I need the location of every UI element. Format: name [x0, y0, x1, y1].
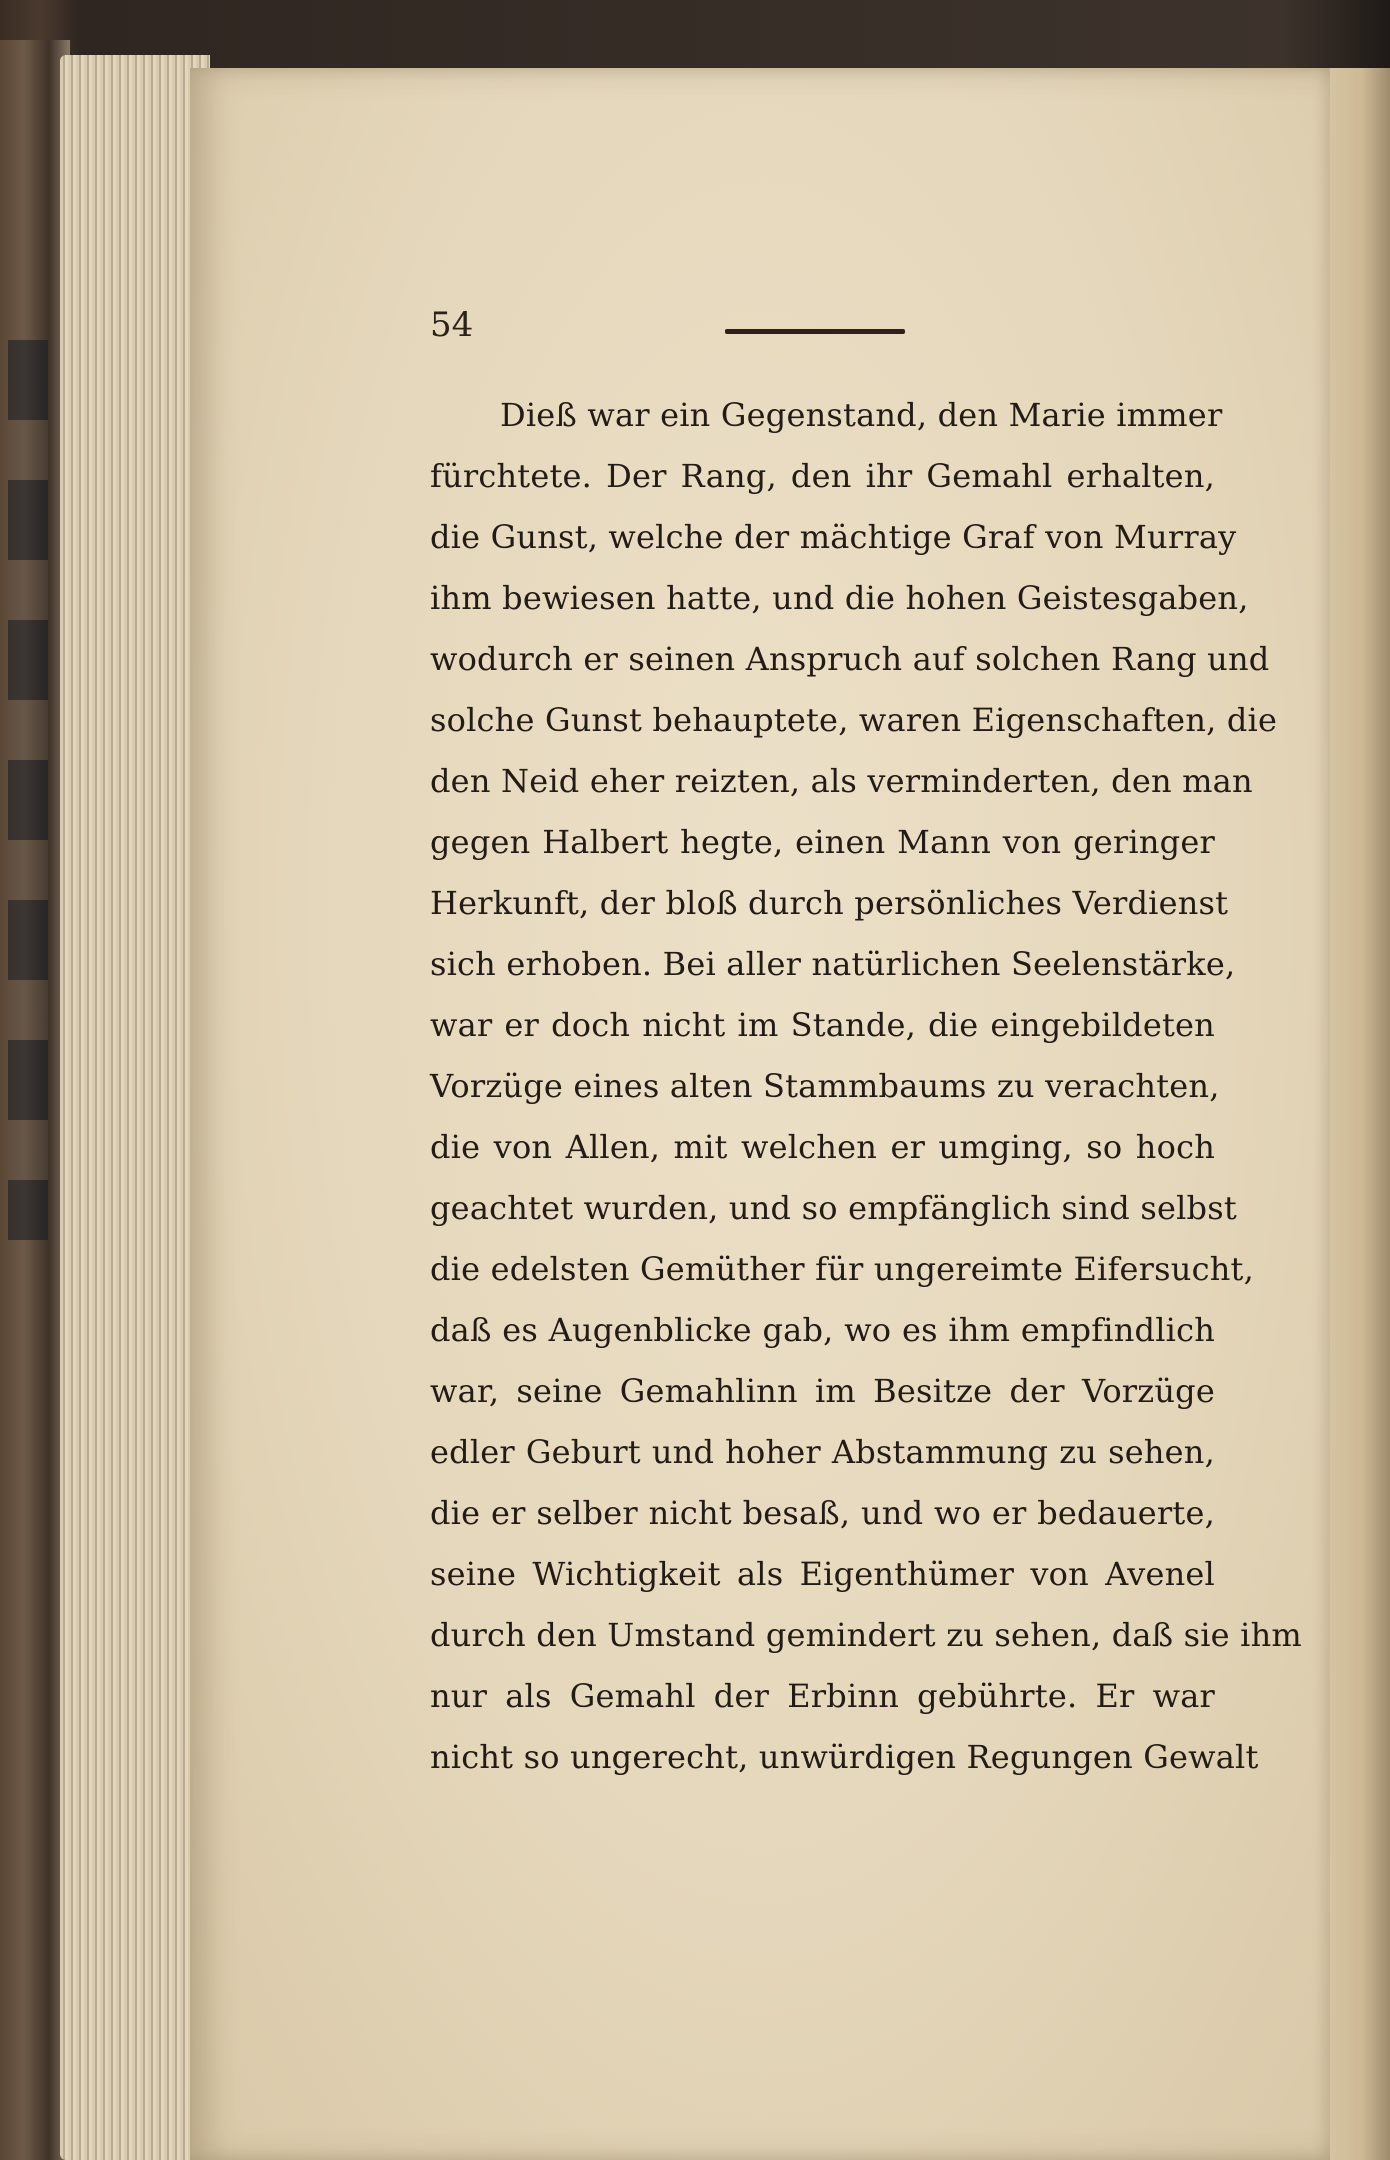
text-line: den Neid eher reizten, als verminderten, den man [430, 762, 1253, 800]
text-line: sich erhoben. Bei aller natürlichen Seelenstärke, [430, 945, 1236, 983]
text-line: durch den Umstand gemindert zu sehen, daß sie ihm [430, 1616, 1302, 1654]
text-line: Herkunft, der bloß durch persönliches Verdienst [430, 884, 1229, 922]
page-number: 54 [430, 305, 474, 345]
header-rule [725, 329, 905, 334]
text-line: daß es Augenblicke gab, wo es ihm empfindlich [430, 1311, 1215, 1349]
text-line: war er doch nicht im Stande, die eingebildeten [430, 1006, 1215, 1044]
text-line: seine Wichtigkeit als Eigenthümer von Avenel [430, 1555, 1215, 1593]
text-line: Vorzüge eines alten Stammbaums zu verachten, [430, 1067, 1220, 1105]
text-line: die edelsten Gemüther für ungereimte Eifersucht, [430, 1250, 1254, 1288]
text-line: gegen Halbert hegte, einen Mann von geringer [430, 823, 1215, 861]
text-line: wodurch er seinen Anspruch auf solchen Rang und [430, 640, 1270, 678]
text-line: Dieß war ein Gegenstand, den Marie immer [500, 396, 1223, 434]
text-line: geachtet wurden, und so empfänglich sind selbst [430, 1189, 1237, 1227]
text-line: die er selber nicht besaß, und wo er bedauerte, [430, 1494, 1215, 1532]
facing-page-edge [1320, 68, 1390, 2160]
text-line: nicht so ungerecht, unwürdigen Regungen Gewalt [430, 1738, 1259, 1776]
text-line: die Gunst, welche der mächtige Graf von Murray [430, 518, 1237, 556]
text-line: fürchtete. Der Rang, den ihr Gemahl erhalten, [430, 457, 1215, 495]
text-line: nur als Gemahl der Erbinn gebührte. Er war [430, 1677, 1215, 1715]
body-text [430, 385, 1302, 1788]
text-line: ihm bewiesen hatte, und die hohen Geistesgaben, [430, 579, 1249, 617]
text-line: war, seine Gemahlinn im Besitze der Vorzüge [430, 1372, 1215, 1410]
text-line: edler Geburt und hoher Abstammung zu sehen, [430, 1433, 1215, 1471]
text-line: solche Gunst behauptete, waren Eigenschaften, die [430, 701, 1278, 739]
page-header [430, 305, 910, 355]
page-stack-edge [60, 55, 210, 2160]
text-line: die von Allen, mit welchen er umging, so hoch [430, 1128, 1215, 1166]
